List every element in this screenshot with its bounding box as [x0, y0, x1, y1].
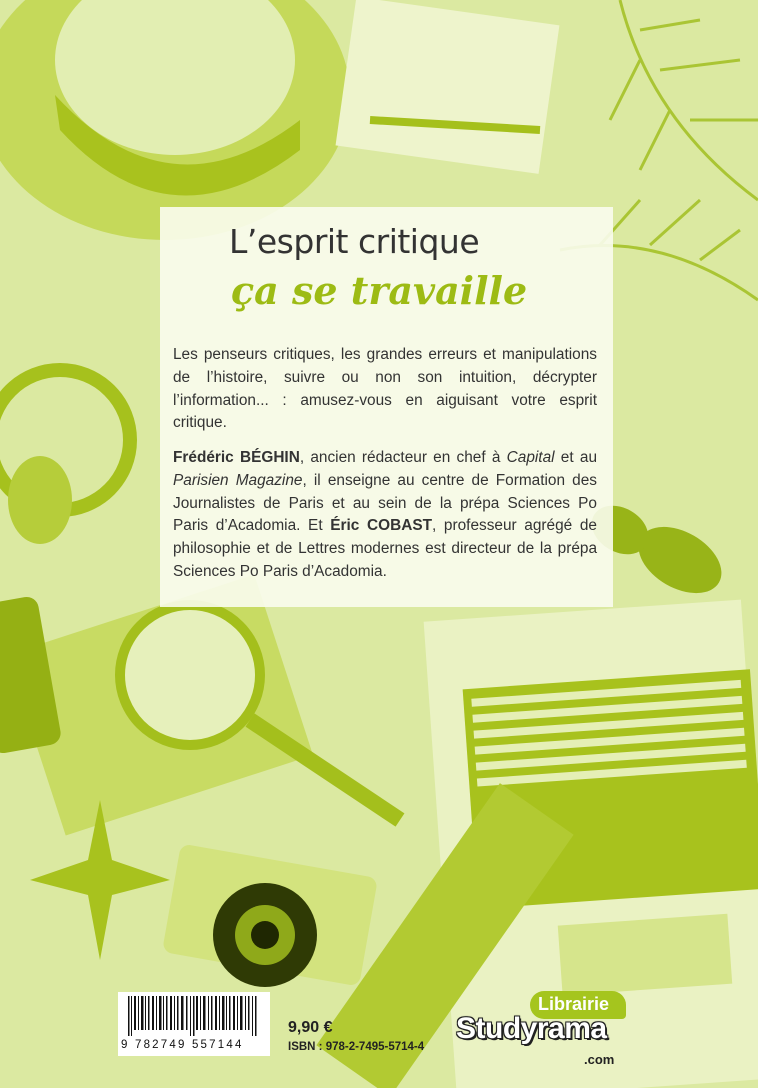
notepad-illustration — [336, 0, 560, 174]
summary-paragraph: Les penseurs critiques, les grandes erreurs et manipulations de l’histoire, suivre ou non son intuition, décrypter l’information... : amusez-vous en aiguisant votre esprit critique. — [173, 346, 597, 432]
authors-paragraph: Frédéric BÉGHIN, ancien rédacteur en chef à Capital et au Parisien Magazine, il enseigne au centre de Formation des Journalistes de Paris et au sein de la prépa Sciences Po Paris d’Acadomia. Et Éric COBAST, professeur agrégé de philosophie et de Lettres modernes est directeur de la prépa Sciences Po Paris d’Acadomia. — [173, 449, 597, 580]
barcode-bars — [118, 992, 270, 1036]
magazine-name-2: Parisien Magazine — [173, 471, 303, 489]
price: 9,90 € — [288, 1019, 333, 1036]
publisher-logo-name: Studyrama — [456, 1012, 607, 1045]
author-name-1: Frédéric BÉGHIN — [173, 449, 300, 466]
barcode-number: 9 782749 557144 — [121, 1039, 244, 1051]
isbn: ISBN : 978-2-7495-5714-4 — [288, 1041, 425, 1053]
book-subtitle: ça se travaille — [231, 268, 528, 313]
book-title: L’esprit critique — [229, 222, 480, 261]
magazine-name-1: Capital — [506, 449, 555, 466]
publisher-logo-domain: .com — [584, 1052, 615, 1067]
publisher-logo-librairie: Librairie — [538, 994, 610, 1014]
author-name-2: Éric COBAST — [330, 517, 432, 535]
